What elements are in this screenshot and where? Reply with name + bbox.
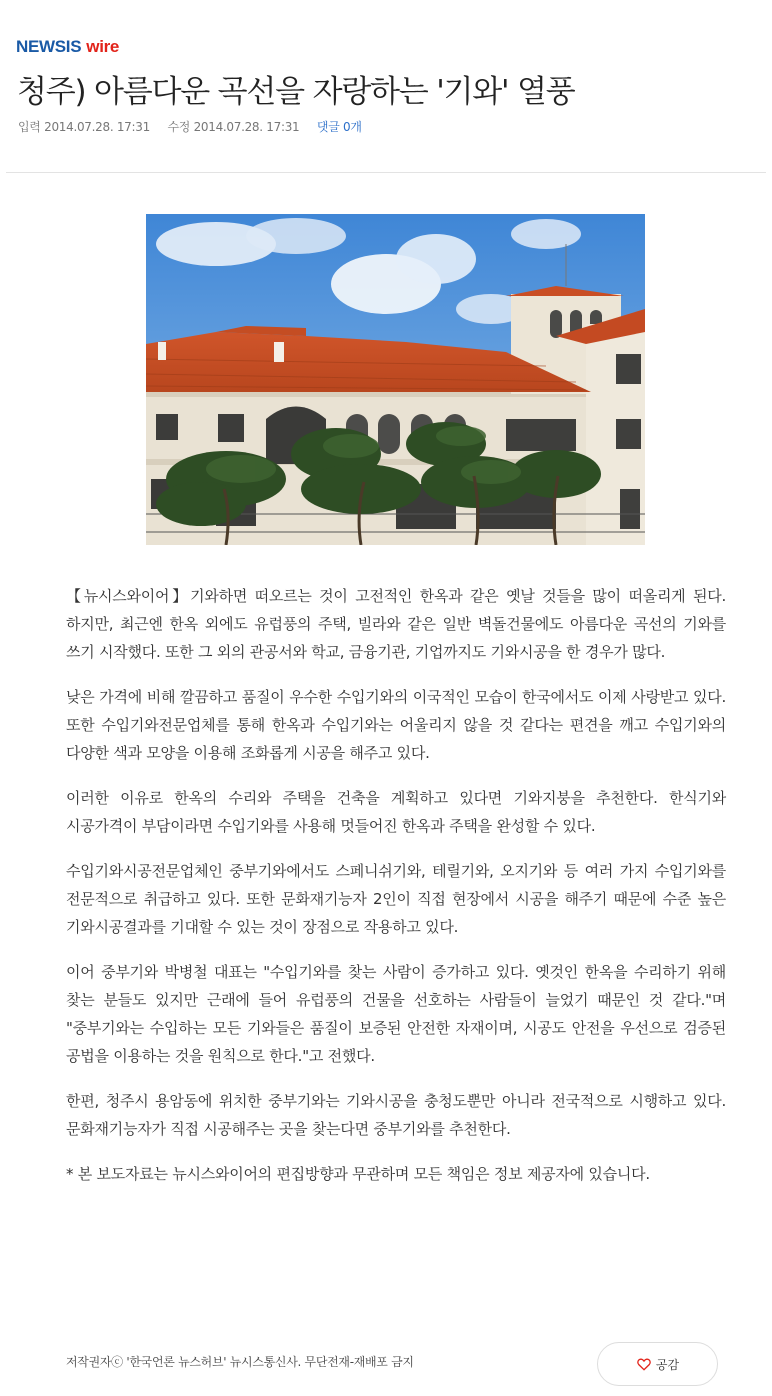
logo-wire: wire [86,37,120,56]
article-title: 청주) 아름다운 곡선을 자랑하는 '기와' 열풍 [17,74,575,110]
heart-icon [636,1356,652,1372]
input-time-group [18,120,153,134]
newsis-wire-logo[interactable] [16,37,119,57]
article-body [66,582,726,1205]
villa-photo-illustration [146,214,645,545]
edit-time-group [167,120,302,134]
article-paragraph: 이러한 이유로 한옥의 수리와 주택을 건축을 계획하고 있다면 기와지붕을 추천한다. 한식기와 시공가격이 부담이라면 수입기와를 사용해 멋들어진 한옥과 주택을 완성할 수 있다. [66,789,726,835]
article-paragraph: 【뉴시스와이어】기와하면 떠오르는 것이 고전적인 한옥과 같은 옛날 것들을 많이 떠올리게 된다. 하지만, 최근엔 한옥 외에도 유럽풍의 주택, 빌라와 같은 일반 벽돌건물에도 아름다운 곡선의 기와를 쓰기 시작했다. 또한 그 외의 관공서와 학교, 금융기관, 기업까지도 기와시공을 한 경우가 많다. [66,587,726,661]
logo-brand: NEWSIS [16,37,82,56]
edit-time: 2014.07.28. 17:31 [193,120,300,134]
like-button[interactable] [597,1342,718,1386]
copyright-notice: 저작권자ⓒ '한국언론 뉴스허브' 뉴시스통신사. 무단전재-재배포 금지 [66,1355,414,1369]
comments-link[interactable]: 댓글 0개 [316,120,362,134]
article-photo [146,214,645,545]
header-divider [6,172,766,173]
article-paragraph: 이어 중부기와 박병철 대표는 "수입기와를 찾는 사람이 증가하고 있다. 옛것인 한옥을 수리하기 위해 찾는 분들도 있지만 근래에 들어 유럽풍의 건물을 선호하는 사람들이 늘었기 때문인 것 같다."며 "중부기와는 수입하는 모든 기와들은 품질이 보증된 안전한 자재이며, 시공도 안전을 우선으로 검증된 공법을 이용하는 것을 원칙으로 한다."고 전했다. [66,963,726,1065]
like-label: 공감 [655,1357,680,1372]
article-disclaimer: * 본 보도자료는 뉴시스와이어의 편집방향과 무관하며 모든 책임은 정보 제공자에 있습니다. [66,1165,650,1183]
input-time: 2014.07.28. 17:31 [44,120,150,134]
article-meta [18,118,362,135]
input-label: 입력 [18,120,41,134]
article-paragraph: 낮은 가격에 비해 깔끔하고 품질이 우수한 수입기와의 이국적인 모습이 한국에서도 이제 사랑받고 있다. 또한 수입기와전문업체를 통해 한옥과 수입기와는 어울리지 않을 것 같다는 편견을 깨고 수입기와의 다양한 색과 모양을 이용해 조화롭게 시공을 해주고 있다. [66,688,726,762]
article-paragraph: 한편, 청주시 용암동에 위치한 중부기와는 기와시공을 충청도뿐만 아니라 전국적으로 시행하고 있다. 문화재기능자가 직접 시공해주는 곳을 찾는다면 중부기와를 추천한다. [66,1092,726,1138]
article-paragraph: 수입기와시공전문업체인 중부기와에서도 스페니쉬기와, 테릴기와, 오지기와 등 여러 가지 수입기와를 전문적으로 취급하고 있다. 또한 문화재기능자 2인이 직접 현장에서 시공을 해주기 때문에 수준 높은 기와시공결과를 기대할 수 있는 것이 장점으로 작용하고 있다. [66,862,726,936]
edit-label: 수정 [167,120,191,134]
